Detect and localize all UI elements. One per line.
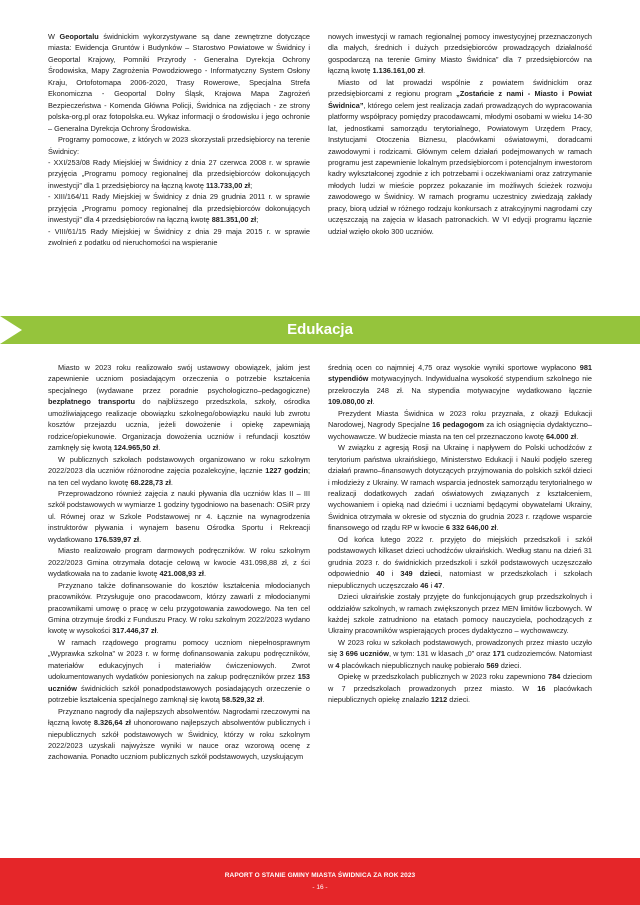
bold-text: 881.351,00 zł xyxy=(211,215,257,225)
section-header-band xyxy=(0,316,640,344)
text-run: ; xyxy=(250,180,253,190)
bold-text: „Zostańcie z nami - Miasto i Powiat Świdnica” xyxy=(328,89,593,110)
text-run: . xyxy=(156,626,159,636)
text-run: Miasto w 2023 roku realizowało swój ustawowy obowiązek, jakim jest zapewnienie uczniom posiadającym orzeczenia o potrzebie kształcenia specjalnego (wydawane przez poradnie psychologiczno–pedagogiczne) xyxy=(48,363,310,395)
bold-text: 1.136.161,00 zł xyxy=(372,66,424,76)
bold-text: 176.539,97 zł xyxy=(94,534,140,544)
text-run: . xyxy=(372,397,375,407)
bold-text: 47 xyxy=(434,580,443,590)
text-run: uhonorowano najlepszych absolwentów publicznych i niepublicznych szkół podstawowych w Świdnicy, którzy w roku szkolnym 2022/2023 uzyskali najwyższe wyniki w nauce oraz wzorową ocenę z zachowania. Ponadto uczniom publicznych szkół podstawowych, uzyskującym xyxy=(48,718,310,762)
text-run: . xyxy=(442,580,445,590)
text-run: dzieciom w 7 przedszkolach prowadzonych przez miasto. W xyxy=(328,672,592,693)
text-run: nowych inwestycji w ramach regionalnej pomocy inwestycyjnej przeznaczonych dla małych, średnich i dużych przedsiębiorców prowadzących działalność gospodarczą na terenie Gminy Miasto Świdnica” dla 7 przedsiębiorców na łączną kwotę xyxy=(328,32,592,76)
text-run: W 2023 roku w szkołach podstawowych, prowadzonych przez miasto uczyło się xyxy=(328,637,592,659)
text-run: Miasto realizowało program darmowych podręczników. W roku szkolnym 2022/2023 Gmina otrzymała dotacje celową w kwocie 431.098,88 zł, z ści wydatkowała na to zadanie kwotę xyxy=(48,546,310,579)
text-run: , natomiast w przedszkolach i szkołach niepublicznych uczęszczało xyxy=(328,569,593,590)
text-run: i xyxy=(384,569,401,579)
text-run: . xyxy=(262,695,265,705)
text-run: - VIII/61/15 Rady Miejskiej w Świdnicy z dnia 29 maja 2015 r. w sprawie zwolnień z podatku od nieruchomości na wspieranie xyxy=(48,226,310,248)
text-run: cudzoziemców. Natomiast w xyxy=(328,649,592,670)
paragraph xyxy=(48,157,310,191)
text-run: za ich osiągnięcia dydaktyczno–wychowawcze. W budżecie miasta na ten cel przeznaczono kwotę xyxy=(328,420,592,441)
text-run: W publicznych szkołach podstawowych organizowano w roku szkolnym 2022/2023 dla uczniów różnorodne zajęcia pozalekcyjne, łącznie xyxy=(48,454,310,476)
bold-text: Geoportalu xyxy=(59,32,99,41)
paragraph xyxy=(48,226,310,249)
bold-text: 6 332 646,00 zł xyxy=(445,523,497,533)
text-run: Przyznano także dofinansowanie do kosztów kształcenia młodocianych pracowników. Przysługuje ono pracodawcom, którzy zawarli z młodocianymi pracownikami umowę o pracę w celu przygotowania zawodowego. Na ten cel Gmina otrzymuje środki z Funduszu Pracy. W roku szkolnym 2022/2023 wydano kwotę w wysokości xyxy=(48,580,310,636)
paragraph xyxy=(328,31,592,77)
text-run: . xyxy=(423,66,426,76)
bold-text: 784 xyxy=(548,672,561,682)
paragraph xyxy=(48,31,310,134)
paragraph xyxy=(48,706,310,763)
text-column-top-left xyxy=(48,31,310,249)
bold-text: 1212 xyxy=(430,695,448,705)
paragraph xyxy=(328,408,592,442)
text-run: Opiekę w przedszkolach publicznych w 2023 roku zapewniono xyxy=(338,672,549,682)
bold-text: 16 pedagogom xyxy=(432,420,485,430)
footer-report-title: RAPORT O STANIE GMINY MIASTA ŚWIDNICA ZA ROK 2023 xyxy=(224,872,416,879)
text-column-bottom-right xyxy=(328,362,592,706)
text-run: Przyznano nagrody dla najlepszych absolwentów. Nagrodami rzeczowymi na łączną kwotę xyxy=(48,706,310,728)
text-run: placówkach niepublicznych naukę pobierało xyxy=(339,660,487,670)
paragraph xyxy=(48,362,310,454)
text-run: . xyxy=(158,443,161,453)
paragraph xyxy=(48,191,310,225)
paragraph xyxy=(48,488,310,545)
text-run: . xyxy=(170,477,173,487)
bold-text: 124.965,50 zł xyxy=(113,443,159,453)
text-run: . xyxy=(139,534,142,544)
text-run: świdnickich szkół ponadpodstawowych posiadających orzeczenie o potrzebie kształcenia specjalnego zamknął się kwotą xyxy=(48,683,310,705)
paragraph xyxy=(328,77,592,237)
text-run: - XXI/253/08 Rady Miejskiej w Świdnicy z dnia 27 czerwca 2008 r. w sprawie przyjęcia „Programu pomocy regionalnej dla przedsiębiorców dokonujących inwestycji” dla 1 przedsiębiorcy na łączną kwotę xyxy=(48,157,310,190)
text-run: ; xyxy=(256,215,259,225)
section-title: Edukacja xyxy=(287,321,353,338)
bold-text: 3 696 uczniów xyxy=(339,649,389,659)
paragraph xyxy=(328,637,592,671)
paragraph xyxy=(328,671,592,705)
bold-text: 4 xyxy=(335,660,340,670)
paragraph xyxy=(48,580,310,637)
text-run: W ramach rządowego programu pomocy uczniom niepełnosprawnym „Wyprawka szkolna” w 2023 r. w formę dofinansowania zakupu podręczników, materiałów edukacyjnych i materiałów ćwiczeniowych. Zwrot udokumentowanych wydatków poniesionych na zakup podręczników przez xyxy=(48,637,310,682)
text-run: ; na ten cel wydano kwotę xyxy=(48,466,310,487)
bold-text: 981 stypendiów xyxy=(328,363,592,384)
page-footer xyxy=(0,858,640,905)
bold-text: 58.529,32 zł xyxy=(221,695,263,705)
paragraph xyxy=(328,534,592,591)
paragraph xyxy=(328,362,592,408)
paragraph xyxy=(48,134,310,157)
text-run: dzieci. xyxy=(447,695,471,705)
text-run: Miasto od lat prowadzi wspólnie z powiatem świdnickim oraz przedsiębiorcami z regionu program xyxy=(328,77,592,99)
page-number: - 16 - xyxy=(312,884,328,891)
bold-text: 349 dzieci xyxy=(400,569,441,579)
paragraph xyxy=(48,637,310,706)
text-run: . xyxy=(496,523,499,533)
bold-text: 109.080,00 zł xyxy=(328,397,373,407)
text-run: motywacyjnych. Indywidualna wysokość stypendium szkolnego nie przekroczyła 248 zł. Na stypendia motywacyjne wydatkowano łącznie xyxy=(328,374,592,395)
bold-text: 317.446,37 zł xyxy=(112,626,157,636)
text-run: do najbliższego przedszkola, szkoły, ośrodka umożliwiającego realizacje obowiązku szkolnego/obowiązku nauki lub zwrotu kosztów przejazdu ucznia, jeżeli dowożenie i opiekę zapewniają rodzice/opiekunowie. Organizacja dowożenia uczniów i refundacji kosztów zamknęły się kwotą xyxy=(48,397,310,453)
paragraph xyxy=(328,591,592,637)
bold-text: 113.733,00 zł xyxy=(205,180,251,190)
text-run: W xyxy=(48,32,60,41)
bold-text: 171 xyxy=(492,649,505,659)
paragraph xyxy=(328,442,592,534)
text-run: i xyxy=(428,580,435,590)
text-run: Programy pomocowe, z których w 2023 skorzystali przedsiębiorcy na terenie Świdnicy: xyxy=(48,135,310,156)
text-run: W związku z agresją Rosji na Ukrainę i napływem do Polski uchodźców z terytorium państwa ukraińskiego, Ministerstwo Edukacji i Nauki podjęło szereg działań prawno–finansowych dotyczących przyjmowania do polskich szkół dzieci i młodzieży z Ukrainy. W ramach wsparcia jednostek samorządu terytorialnego w realizacji dodatkowych zadań oświatowych związanych z kształceniem, wychowaniem i opieką nad dziećmi i uczniami będącymi obywatelami Ukrainy, Świdnica otrzymała w okresie od stycznia do grudnia 2023 r. rządowe wsparcie finansowego od rządu RP w kwocie xyxy=(328,443,592,533)
paragraph xyxy=(48,454,310,488)
bold-text: 8.326,64 zł xyxy=(93,718,131,728)
bold-text: bezpłatnego transportu xyxy=(48,397,135,407)
bold-text: 569 xyxy=(486,660,499,670)
text-run: Od końca lutego 2022 r. przyjęto do miejskich przedszkoli i szkół podstawowych kilkaset dzieci uchodźców ukraińskich. Według stanu na dzień 31 grudnia 2023 r. do świdnickich przedszkoli i szkół podstawowych uczęszczało odpowiednio xyxy=(328,534,592,579)
bold-text: 68.228,73 zł xyxy=(130,477,171,487)
text-run: świdnickim wykorzystywane są dane zewnętrzne dotyczące miasta: Ewidencja Gruntów i Budynków – Starostwo Powiatowe w Świdnicy i Geoportal Krajowy, Pomniki Przyrody - Generalna Dyrekcja Ochrony Środowiska, Mapy Zagrożenia Powodziowego - Informatyczny System Osłony Kraju, Ortofotomapa 2006-2020, Trasy Rowerowe, Specjalna Strefa Ekonomiczna - Geoportal Dolny Śląsk, Krajowa Mapa Zagrożeń Bezpieczeństwa - Komenda Główna Policji, Świdnica na zdjęciach - ze strony polska-org.pl oraz fotopolska.eu. Wykaz informacji o środowisku i jego ochronie – Generalna Dyrekcja Ochrony Środowiska. xyxy=(48,32,310,133)
text-run: - XIII/164/11 Rady Miejskiej w Świdnicy z dnia 29 grudnia 2011 r. w sprawie przyjęcia „Programu pomocy regionalnej dla przedsiębiorców dokonujących inwestycji” dla 4 przedsiębiorców na łączną kwotę xyxy=(48,192,310,225)
paragraph xyxy=(48,545,310,579)
text-run: Prezydent Miasta Świdnica w 2023 roku przyznała, z okazji Edukacji Narodowej, Nagrody Specjalne xyxy=(328,408,592,430)
text-run: Dzieci ukraińskie zostały przyjęte do funkcjonujących grup przedszkolnych i oddziałów szkolnych, w ramach zwiększonych przez MEN limitów liczbowych. W każdej szkole zatrudniono na etatach pomocy nauczyciela, pochodzących z Ukrainy pracowników wspierających proces dydaktyczno – wychowawczy. xyxy=(328,592,592,636)
bold-text: 40 xyxy=(376,569,385,579)
text-run: , w tym: 131 w klasach „0” oraz xyxy=(388,649,493,659)
bold-text: 16 xyxy=(537,683,546,693)
bold-text: 64.000 zł xyxy=(545,431,577,441)
text-run: średnią ocen co najmniej 4,75 oraz wysokie wyniki sportowe wypłacono xyxy=(328,363,580,372)
bold-text: 153 uczniów xyxy=(48,672,310,693)
bold-text: 1227 godzin xyxy=(265,466,308,476)
text-run: . xyxy=(576,431,579,441)
bold-text: 46 xyxy=(420,580,429,590)
bold-text: 421.008,93 zł xyxy=(159,569,204,579)
text-run: , którego celem jest realizacja zadań prowadzących do wypracowania platformy współpracy pomiędzy pracodawcami, młodymi osobami w wieku 14-30 lat, jednostkami samorządu terytorialnego, Powiatowym Urzędem Pracy, Instytucjami Otoczenia Biznesu, placówkami oświatowymi, doradcami zawodowymi i rodzicami. Głównym celem działań podejmowanych w ramach programu jest zapewnienie lokalnym przedsiębiorcom i potencjalnym inwestorom kadry wykształconej zgodnie z ich potrzebami i oczekiwaniami oraz zatrzymanie młodych ludzi w mieście poprzez pokazanie im możliwych ścieżek rozwoju zawodowego w Świdnicy. W ramach programu uczestnicy zwiedzają zakłady pracy, biorą udział w różnego rodzaju konkursach z atrakcyjnymi nagrodami czy uczęszczają na zajęcia w klasach patronackich. W VI edycji programu łącznie udział wzięło około 300 uczniów. xyxy=(328,100,592,236)
text-column-bottom-left xyxy=(48,362,310,763)
text-run: dzieci. xyxy=(498,660,522,670)
text-run: . xyxy=(203,569,207,579)
text-column-top-right xyxy=(328,31,592,237)
text-run: Przeprowadzono również zajęcia z nauki pływania dla uczniów klas II – III szkół podstawowych w wymiarze 1 godziny tygodniowo na basenach: OSiR przy ul. Równej oraz w Szkole Podstawowej nr 4. Łącznie na wynagrodzenia instruktorów pływania i wynajem basenu Ośrodka Sportu i Rekreacji wydatkowano xyxy=(48,488,310,544)
text-run: placówkach niepublicznych opiekę znalazło xyxy=(328,683,592,705)
